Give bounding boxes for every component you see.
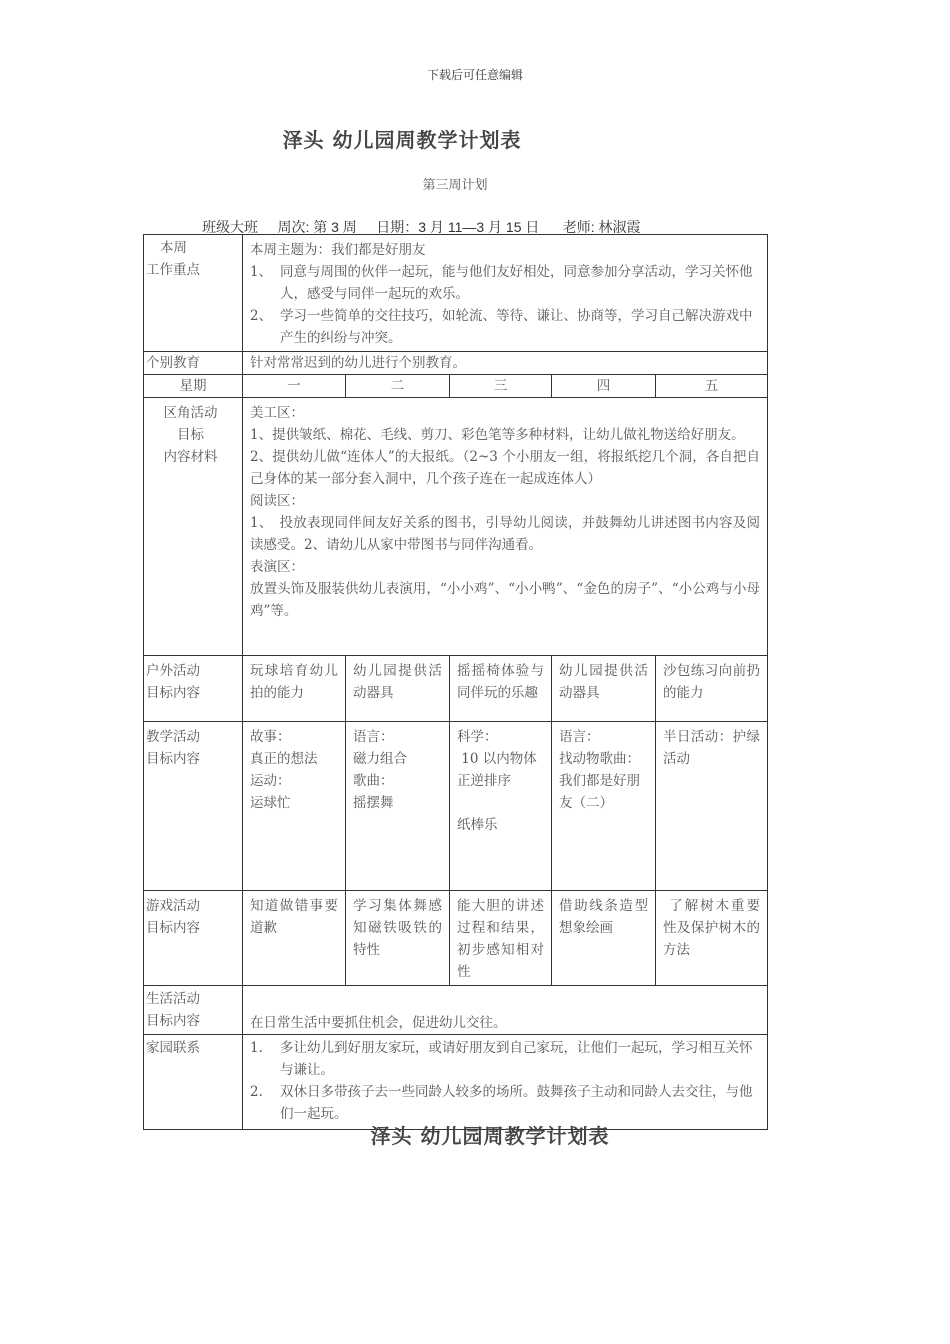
focus-row bbox=[144, 235, 768, 352]
game-mon: 知道做错事要道歉 bbox=[243, 891, 346, 986]
focus-item bbox=[250, 261, 760, 305]
game-fri: 了解树木重要性及保护树木的方法 bbox=[656, 891, 768, 986]
teaching-label-line1: 教学活动 bbox=[146, 729, 200, 745]
focus-content bbox=[243, 235, 768, 352]
home-item-number: 1. bbox=[250, 1040, 263, 1056]
focus-item bbox=[250, 305, 760, 349]
game-label-line1: 游戏活动 bbox=[146, 898, 200, 914]
corner-label-line3: 内容材料 bbox=[163, 449, 218, 465]
corner-row bbox=[144, 398, 768, 656]
class-name: 班级大班 bbox=[202, 219, 258, 235]
teaching-thu bbox=[552, 722, 656, 891]
week-number: 周次: 第 3 周 bbox=[277, 219, 357, 235]
individual-label: 个别教育 bbox=[144, 352, 243, 375]
teaching-line: 科学： bbox=[457, 729, 498, 745]
home-item-text: 多让幼儿到好朋友家玩，或请好朋友到自己家玩，让他们一起玩，学习相互关怀与谦让。 bbox=[280, 1040, 753, 1078]
date-range: 日期：3 月 11—3 月 15 日 bbox=[376, 219, 540, 235]
footer-title: 泽头 幼儿园周教学计划表 bbox=[370, 1124, 610, 1148]
header-note: 下载后可任意编辑 bbox=[426, 68, 523, 82]
teaching-line: 磁力组合 bbox=[353, 751, 407, 767]
home-content bbox=[243, 1035, 768, 1130]
life-label bbox=[144, 986, 243, 1035]
individual-row bbox=[144, 352, 768, 375]
weekly-plan-table bbox=[143, 234, 768, 1130]
outdoor-wed: 摇摇椅体验与同伴玩的乐趣 bbox=[450, 656, 552, 722]
corner-line: 放置头饰及服装供幼儿表演用，“小小鸡”、“小小鸭”、“金色的房子”、“小公鸡与小母鸡”等。 bbox=[250, 581, 761, 619]
focus-item-text: 同意与周围的伙伴一起玩，能与他们友好相处，同意参加分享活动，学习关怀他人，感受与同伴一起玩的欢乐。 bbox=[280, 264, 753, 302]
game-row bbox=[144, 891, 768, 986]
focus-label-line2: 工作重点 bbox=[146, 262, 200, 278]
corner-label bbox=[144, 398, 243, 656]
home-label: 家园联系 bbox=[144, 1035, 243, 1130]
corner-label-line1: 区角活动 bbox=[163, 405, 218, 421]
outdoor-label-line1: 户外活动 bbox=[146, 663, 200, 679]
outdoor-label-line2: 目标内容 bbox=[146, 685, 200, 701]
life-text: 在日常生活中要抓住机会，促进幼儿交往。 bbox=[243, 986, 768, 1035]
weekday-mon: 一 bbox=[243, 375, 346, 398]
corner-line: 2、提供幼儿做“连体人”的大报纸。（2~3 个小朋友一组，将报纸挖几个洞，各自把自己身体的某一部分套入洞中，几个孩子连在一起成连体人） bbox=[250, 449, 761, 487]
teaching-line: 语言： bbox=[559, 729, 600, 745]
teaching-line: 运球忙 bbox=[250, 795, 291, 811]
page-title: 泽头 幼儿园周教学计划表 bbox=[282, 128, 522, 152]
game-label-line2: 目标内容 bbox=[146, 920, 200, 936]
focus-item-text: 学习一些简单的交往技巧，如轮流、等待、谦让、协商等，学习自己解决游戏中产生的纠纷与冲突。 bbox=[280, 308, 753, 346]
life-label-line1: 生活活动 bbox=[146, 991, 200, 1007]
home-item-text: 双休日多带孩子去一些同龄人较多的场所。鼓舞孩子主动和同龄人去交往，与他们一起玩。 bbox=[280, 1084, 753, 1122]
outdoor-tue: 幼儿园提供活动器具 bbox=[346, 656, 450, 722]
home-item-number: 2. bbox=[250, 1084, 263, 1100]
teaching-line: 真正的想法 bbox=[250, 751, 318, 767]
game-wed: 能大胆的讲述过程和结果，初步感知相对性 bbox=[450, 891, 552, 986]
focus-item-number: 2、 bbox=[250, 308, 273, 324]
theme-text: 本周主题为：我们都是好朋友 bbox=[250, 242, 426, 258]
corner-content bbox=[243, 398, 768, 656]
weekday-tue: 二 bbox=[346, 375, 450, 398]
outdoor-fri: 沙包练习向前扔的能力 bbox=[656, 656, 768, 722]
teaching-line: 歌曲： bbox=[353, 773, 394, 789]
outdoor-mon: 玩球培育幼儿拍的能力 bbox=[243, 656, 346, 722]
teaching-line: 故事： bbox=[250, 729, 291, 745]
weekday-wed: 三 bbox=[450, 375, 552, 398]
teaching-mon bbox=[243, 722, 346, 891]
teaching-line: 运动： bbox=[250, 773, 291, 789]
corner-line: 1、 投放表现同伴间友好关系的图书，引导幼儿阅读，并鼓舞幼儿讲述图书内容及阅读感受。2、请幼儿从家中带图书与同伴沟通看。 bbox=[250, 515, 761, 553]
weekday-thu: 四 bbox=[552, 375, 656, 398]
teaching-line: 纸棒乐 bbox=[457, 817, 498, 833]
corner-line: 阅读区： bbox=[250, 493, 304, 509]
outdoor-row bbox=[144, 656, 768, 722]
individual-text: 针对常常迟到的幼儿进行个别教育。 bbox=[243, 352, 768, 375]
teaching-line: 找动物歌曲：我们都是好朋友（二） bbox=[559, 751, 640, 811]
teaching-wed bbox=[450, 722, 552, 891]
focus-item-number: 1、 bbox=[250, 264, 273, 280]
teaching-line: 10 以内物体正逆排序 bbox=[457, 751, 537, 789]
teaching-label bbox=[144, 722, 243, 891]
life-label-line2: 目标内容 bbox=[146, 1013, 200, 1029]
teaching-label-line2: 目标内容 bbox=[146, 751, 200, 767]
teaching-line bbox=[457, 792, 544, 814]
focus-label bbox=[144, 235, 243, 352]
teaching-line: 摇摆舞 bbox=[353, 795, 394, 811]
game-thu: 借助线条造型想象绘画 bbox=[552, 891, 656, 986]
focus-label-line1: 本周 bbox=[160, 240, 187, 256]
corner-label-line2: 目标 bbox=[177, 427, 204, 443]
corner-line: 表演区： bbox=[250, 559, 304, 575]
weekday-row bbox=[144, 375, 768, 398]
corner-line: 1、提供皱纸、棉花、毛线、剪刀、彩色笔等多种材料，让幼儿做礼物送给好朋友。 bbox=[250, 427, 745, 443]
corner-line: 美工区： bbox=[250, 405, 304, 421]
home-item bbox=[250, 1081, 760, 1125]
home-item bbox=[250, 1037, 760, 1081]
teaching-line: 半日活动：护绿活动 bbox=[663, 729, 761, 767]
game-tue: 学习集体舞感知磁铁吸铁的特性 bbox=[346, 891, 450, 986]
home-row bbox=[144, 1035, 768, 1130]
outdoor-label bbox=[144, 656, 243, 722]
game-label bbox=[144, 891, 243, 986]
teaching-row bbox=[144, 722, 768, 891]
teacher-name: 老师: 林淑霞 bbox=[562, 219, 641, 235]
life-row bbox=[144, 986, 768, 1035]
weekday-label: 星期 bbox=[144, 375, 243, 398]
teaching-fri bbox=[656, 722, 768, 891]
weekday-fri: 五 bbox=[656, 375, 768, 398]
subtitle: 第三周计划 bbox=[422, 178, 488, 193]
teaching-line: 语言： bbox=[353, 729, 394, 745]
outdoor-thu: 幼儿园提供活动器具 bbox=[552, 656, 656, 722]
teaching-tue bbox=[346, 722, 450, 891]
